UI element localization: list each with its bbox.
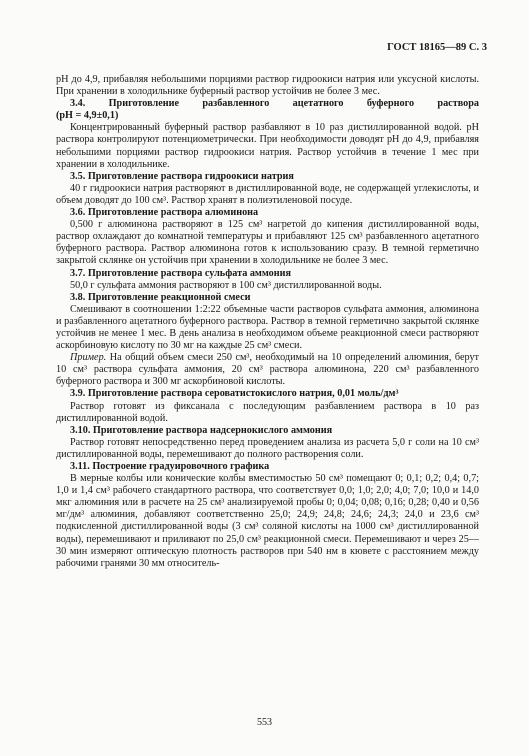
paragraph: 0,500 г алюминона растворяют в 125 см³ нагретой до кипения дистиллированной воды, раствор охлаждают до комнатной температуры и прибавляют 125 см³ разбавленного ацетатного буферного раствора. Раствор алюминона готов к использованию сразу. В темной герметично закрытой склянке он устойчив при хранении в холодильнике не более 3 мес. bbox=[56, 219, 479, 267]
section-heading: 3.7. Приготовление раствора сульфата аммония bbox=[70, 267, 292, 279]
paragraph: Раствор готовят непосредственно перед проведением анализа из расчета 5,0 г соли на 10 см³ дистиллированной воды, перемешивают до полного растворения соли. bbox=[56, 436, 479, 460]
paragraph: 40 г гидроокиси натрия растворяют в дистиллированной воде, не содержащей углекислоты, и объем доводят до 100 см³. Раствор хранят в полиэтиленовой посуде. bbox=[56, 182, 479, 206]
section-heading: 3.6. Приготовление раствора алюминона bbox=[70, 207, 259, 219]
section-heading: 3.8. Приготовление реакционной смеси bbox=[70, 291, 251, 303]
paragraph: Концентрированный буферный раствор разбавляют в 10 раз дистиллированной водой. pH раствора контролируют потенциометрически. При необходимости доводят pH до 4,9, прибавляя небольшими порциями раствор гидроокиси натрия. Раствор устойчив в течение 1 мес при хранении в холодильнике. bbox=[56, 122, 479, 170]
page-body bbox=[56, 74, 479, 570]
running-header: ГОСТ 18165—89 С. 3 bbox=[387, 42, 487, 53]
paragraph: pH до 4,9, прибавляя небольшими порциями раствор гидроокиси натрия или уксусной кислоты. При хранении в холодильнике буферный раствор устойчив не более 3 мес. bbox=[56, 74, 479, 98]
section-heading: 3.5. Приготовление раствора гидроокиси натрия bbox=[70, 170, 294, 182]
paragraph: В мерные колбы или конические колбы вместимостью 50 см³ помещают 0; 0,1; 0,2; 0,4; 0,7; 1,0 и 1,4 см³ рабочего стандартного раствора, что соответствует 0,0; 1,0; 2,0; 4,0; 7,0; 10,0 и 14,0 мкг алюминия или в расчете на 25 см³ анализируемой пробы 0; 0,04; 0,08; 0,16; 0,28; 0,40 и 0,56 мг/дм³ алюминия, добавляют соответственно 25,0; 24,9; 24,8; 24,6; 24,3; 24,0 и 23,6 см³ подкисленной дистиллированной воды (3 см³ соляной кислоты на 1000 см³ дистиллированной воды), перемешивают и приливают по 25,0 см³ реакционной смеси. Перемешивают и через 25—30 мин измеряют оптическую плотность растворов при 540 нм в кювете с расстоянием между рабочими гранями 30 мм относитель- bbox=[56, 473, 479, 569]
section-heading: 3.11. Построение градуировочного графика bbox=[70, 461, 270, 472]
section-heading: 3.9. Приготовление раствора сероватистокислого натрия, 0,01 моль/дм³ bbox=[70, 388, 399, 400]
paragraph: Раствор готовят из фиксанала с последующим разбавлением раствора в 10 раз дистиллированной водой. bbox=[56, 400, 479, 424]
paragraph: Смешивают в соотношении 1:2:22 объемные части растворов сульфата аммония, алюминона и разбавленного ацетатного буферного раствора. Раствор в темной герметично закрытой склянке устойчив не менее 1 мес. В день анализа в необходимом объеме реакционной смеси растворяют аскорбиновую кислоту по 30 мг на каждые 25 см³ смеси. bbox=[56, 303, 479, 352]
section-heading: 3.4. Приготовление разбавленного ацетатного буферного раствора bbox=[70, 98, 479, 110]
paragraph: 50,0 г сульфата аммония растворяют в 100 см³ дистиллированной воды. bbox=[70, 279, 382, 291]
example-text: На общий объем смеси 250 см³, необходимый на 10 определений алюминия, берут 10 см³ раствора сульфата аммония, 20 см³ раствора алюминона, 220 см³ разбавленного буферного раствора и 300 мг аскорбиновой кислоты. bbox=[56, 352, 479, 388]
page-number: 553 bbox=[257, 717, 272, 728]
section-heading-continuation: (pH = 4,9±0,1) bbox=[56, 110, 119, 122]
example-label: Пример. bbox=[70, 352, 107, 364]
example-paragraph bbox=[56, 352, 479, 388]
section-heading: 3.10. Приготовление раствора надсернокислого аммония bbox=[70, 424, 333, 436]
